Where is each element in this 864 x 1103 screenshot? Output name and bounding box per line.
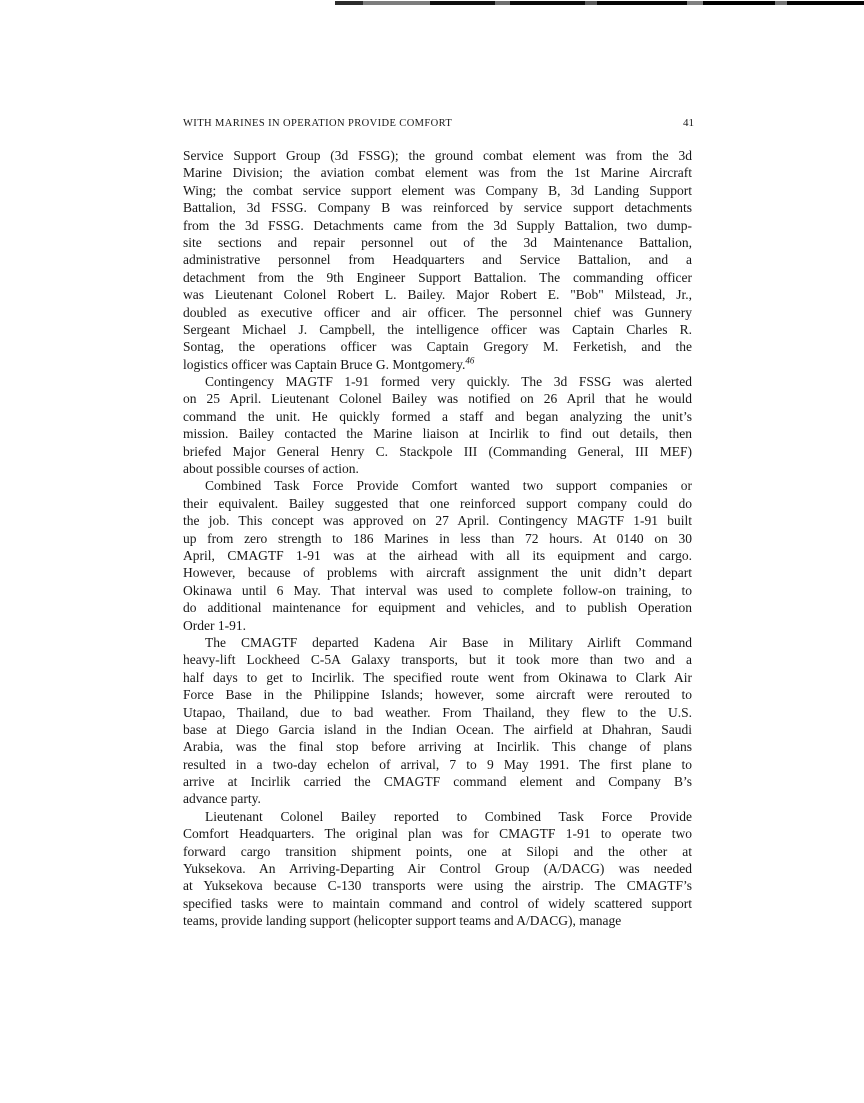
running-header-title: WITH MARINES IN OPERATION PROVIDE COMFORT <box>183 118 453 129</box>
text-line-content: administrative personnel from Headquarters and Service Battalion, and a <box>183 252 692 268</box>
text-line <box>183 182 692 199</box>
text-line <box>183 356 692 373</box>
text-line-content: doubled as executive officer and air officer. The personnel chief was Gunnery <box>183 304 692 320</box>
text-line-content: was Lieutenant Colonel Robert L. Bailey. Major Robert E. "Bob" Milstead, Jr., <box>183 287 692 303</box>
text-line <box>183 599 692 616</box>
text-line-content: at Yuksekova because C-130 transports were using the airstrip. The CMAGTF’s <box>183 878 692 894</box>
text-line <box>183 234 692 251</box>
paragraph <box>183 477 692 634</box>
text-line-content: Utapao, Thailand, due to bad weather. From Thailand, they flew to the U.S. <box>183 704 692 720</box>
text-line <box>183 808 692 825</box>
text-line <box>183 199 692 216</box>
text-line <box>183 582 692 599</box>
text-line-content: The CMAGTF departed Kadena Air Base in Military Airlift Command <box>205 634 692 650</box>
text-line <box>183 669 692 686</box>
text-line-content: Okinawa until 6 May. That interval was used to complete follow-on training, to <box>183 582 692 598</box>
footnote-marker: 46 <box>465 355 475 366</box>
text-line <box>183 825 692 842</box>
text-line-content: April, CMAGTF 1-91 was at the airhead with all its equipment and cargo. <box>183 547 692 563</box>
text-line-content: Force Base in the Philippine Islands; however, some aircraft were rerouted to <box>183 687 692 703</box>
text-line-content: Contingency MAGTF 1-91 formed very quickly. The 3d FSSG was alerted <box>205 374 692 390</box>
text-line <box>183 843 692 860</box>
text-line-content: site sections and repair personnel out of the 3d Maintenance Battalion, <box>183 234 692 250</box>
text-line <box>183 408 692 425</box>
text-line-content: heavy-lift Lockheed C-5A Galaxy transports, but it took more than two and a <box>183 652 692 668</box>
text-line <box>183 217 692 234</box>
text-line-content: Yuksekova. An Arriving-Departing Air Control Group (A/DACG) was needed <box>183 861 692 877</box>
text-line <box>183 460 692 477</box>
text-line <box>183 617 692 634</box>
text-line-content: Marine Division; the aviation combat element was from the 1st Marine Aircraft <box>183 165 692 181</box>
text-line-content: command the unit. He quickly formed a staff and began analyzing the unit’s <box>183 408 692 424</box>
text-line-content: the job. This concept was approved on 27 April. Contingency MAGTF 1-91 built <box>183 513 692 529</box>
text-line <box>183 756 692 773</box>
text-line-content: Service Support Group (3d FSSG); the ground combat element was from the 3d <box>183 148 692 163</box>
text-line <box>183 425 692 442</box>
text-line-content: Wing; the combat service support element was Company B, 3d Landing Support <box>183 182 692 198</box>
text-line-content: Lieutenant Colonel Bailey reported to Combined Task Force Provide <box>205 808 692 824</box>
text-line <box>183 286 692 303</box>
text-line <box>183 530 692 547</box>
text-line-content: Arabia, was the final stop before arriving at Incirlik. This change of plans <box>183 739 692 755</box>
text-line <box>183 373 692 390</box>
text-line-content: logistics officer was Captain Bruce G. Montgomery. <box>183 356 466 372</box>
text-line <box>183 547 692 564</box>
text-line-content: Comfort Headquarters. The original plan was for CMAGTF 1-91 to operate two <box>183 826 692 842</box>
text-line <box>183 390 692 407</box>
body-text <box>183 147 692 930</box>
text-line-content: on 25 April. Lieutenant Colonel Bailey was notified on 26 April that he would <box>183 391 692 407</box>
text-line <box>183 738 692 755</box>
paragraph <box>183 808 692 930</box>
text-line-content: their equivalent. Bailey suggested that one reinforced support company could do <box>183 495 692 511</box>
text-line-content: arrive at Incirlik carried the CMAGTF command element and Company B’s <box>183 774 692 790</box>
text-line-content: Sergeant Michael J. Campbell, the intelligence officer was Captain Charles R. <box>183 321 692 337</box>
paragraph <box>183 373 692 477</box>
text-line-content: specified tasks were to maintain command and control of widely scattered support <box>183 895 692 911</box>
text-line-content: Battalion, 3d FSSG. Company B was reinforced by service support detachments <box>183 200 692 216</box>
text-line <box>183 443 692 460</box>
text-line <box>183 773 692 790</box>
text-line <box>183 564 692 581</box>
page-header <box>183 117 694 129</box>
text-line-content: Order 1-91. <box>183 617 246 633</box>
text-line <box>183 790 692 807</box>
text-line <box>183 704 692 721</box>
text-line <box>183 338 692 355</box>
text-line-content: Sontag, the operations officer was Captain Gregory M. Ferketish, and the <box>183 339 692 355</box>
text-line <box>183 912 692 929</box>
text-line <box>183 877 692 894</box>
text-line <box>183 634 692 651</box>
text-line <box>183 721 692 738</box>
text-line <box>183 686 692 703</box>
text-line-content: detachment from the 9th Engineer Support Battalion. The commanding officer <box>183 269 692 285</box>
paragraph <box>183 634 692 808</box>
text-line <box>183 147 692 164</box>
text-line-content: from the 3d FSSG. Detachments came from the 3d Supply Battalion, two dump- <box>183 217 692 233</box>
text-line-content: teams, provide landing support (helicopter support teams and A/DACG), manage <box>183 913 622 929</box>
text-line-content: do additional maintenance for equipment and vehicles, and to publish Operation <box>183 600 692 616</box>
text-line-content: advance party. <box>183 791 261 807</box>
text-line <box>183 304 692 321</box>
text-line-content: resulted in a two-day echelon of arrival, 7 to 9 May 1991. The first plane to <box>183 756 692 772</box>
text-line-content: mission. Bailey contacted the Marine liaison at Incirlik to find out details, then <box>183 426 692 442</box>
scan-artifact-line <box>335 1 864 5</box>
text-line-content: Combined Task Force Provide Comfort wanted two support companies or <box>205 478 692 494</box>
text-line-content: forward cargo transition shipment points, one at Silopi and the other at <box>183 843 692 859</box>
text-line <box>183 860 692 877</box>
text-line-content: up from zero strength to 186 Marines in less than 72 hours. At 0140 on 30 <box>183 530 692 546</box>
text-line-content: base at Diego Garcia island in the Indian Ocean. The airfield at Dhahran, Saudi <box>183 721 692 737</box>
text-line <box>183 895 692 912</box>
page-number: 41 <box>683 117 694 129</box>
text-line-content: briefed Major General Henry C. Stackpole III (Commanding General, III MEF) <box>183 443 692 459</box>
text-line <box>183 477 692 494</box>
text-line <box>183 251 692 268</box>
text-line <box>183 512 692 529</box>
text-line <box>183 164 692 181</box>
text-line <box>183 495 692 512</box>
text-line-content: about possible courses of action. <box>183 461 359 477</box>
text-line-content: half days to get to Incirlik. The specified route went from Okinawa to Clark Air <box>183 669 692 685</box>
text-line <box>183 321 692 338</box>
text-line <box>183 651 692 668</box>
text-line <box>183 269 692 286</box>
text-line-content: However, because of problems with aircraft assignment the unit didn’t depart <box>183 565 692 581</box>
paragraph <box>183 147 692 373</box>
